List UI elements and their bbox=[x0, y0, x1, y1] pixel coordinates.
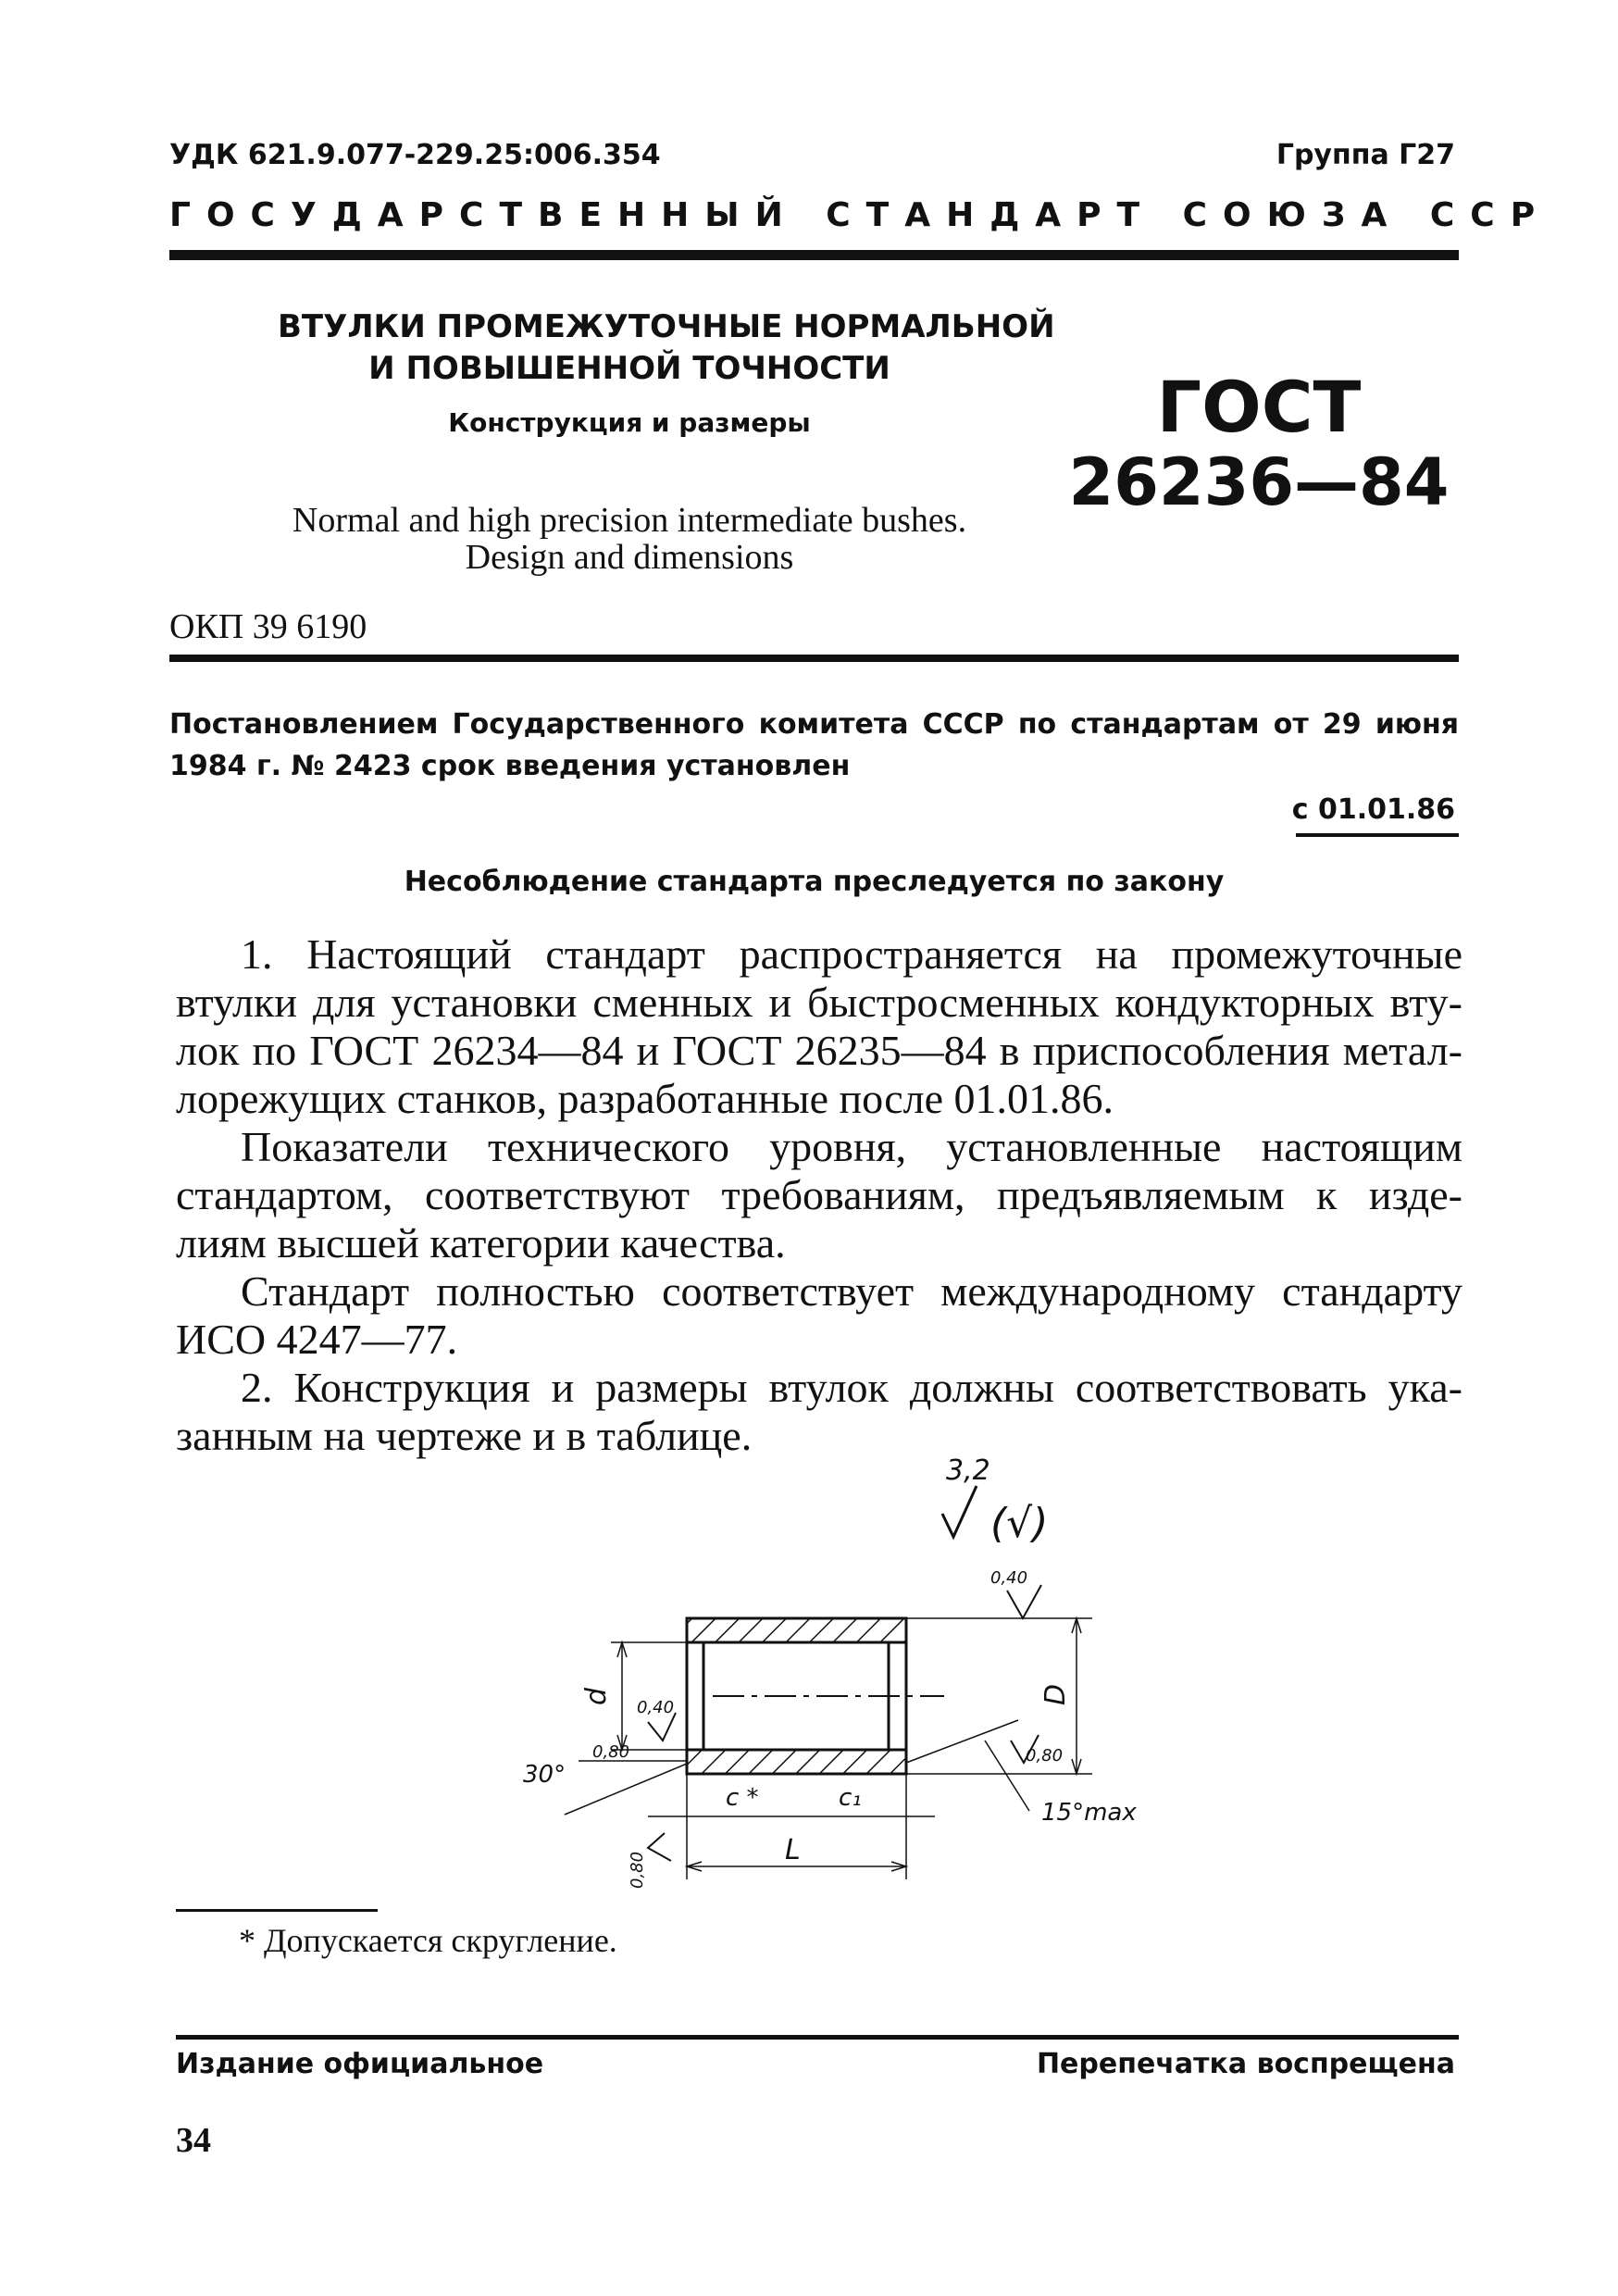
bush-wall-top bbox=[687, 1618, 906, 1642]
angle-30-label: 30° bbox=[523, 1761, 566, 1789]
warning-text: Несоблюдение стандарта преследуется по закону bbox=[404, 866, 1225, 898]
group-code: Группа Г27 bbox=[1276, 139, 1455, 171]
title-en-line1: Normal and high precision intermediate bushes. bbox=[292, 501, 967, 540]
angle-15-leader-a bbox=[906, 1720, 1018, 1763]
footnote-rule bbox=[176, 1909, 378, 1912]
angle-15-label: 15°max bbox=[1041, 1799, 1137, 1827]
footer-edition: Издание официальное bbox=[176, 2048, 544, 2080]
roughness-general-symbol bbox=[942, 1486, 977, 1537]
page-number: 34 bbox=[176, 2121, 211, 2160]
roughness-top-symbol bbox=[1007, 1585, 1041, 1618]
p1-line: втулки для установки сменных и быстросменных кондукторных вту- bbox=[176, 979, 1462, 1026]
roughness-right-label: 0,80 bbox=[1026, 1746, 1064, 1766]
p1-line: лок по ГОСТ 26234—84 и ГОСТ 26235—84 в приспособления метал- bbox=[176, 1027, 1462, 1074]
roughness-chamfer-label: 0,80 bbox=[592, 1742, 630, 1762]
decree-date: с 01.01.86 bbox=[1291, 793, 1455, 826]
title-ru-line1: ВТУЛКИ ПРОМЕЖУТОЧНЫЕ НОРМАЛЬНОЙ bbox=[278, 308, 1055, 345]
p1-line: лорежущих станков, разработанные после 01.01.86. bbox=[176, 1075, 1114, 1122]
p2-line: лиям высшей категории качества. bbox=[176, 1219, 786, 1267]
p2-line: стандартом, соответствуют требованиям, предъявляемым к изде- bbox=[176, 1171, 1462, 1218]
title-en-line2: Design and dimensions bbox=[465, 538, 794, 577]
okp-code: ОКП 39 6190 bbox=[169, 607, 367, 646]
footer-reprint: Перепечатка воспрещена bbox=[1036, 2048, 1455, 2080]
p3-line: ИСО 4247—77. bbox=[176, 1316, 458, 1363]
title-ru-line2: И ПОВЫШЕННОЙ ТОЧНОСТИ bbox=[368, 350, 890, 387]
p4-line: занным на чертеже и в таблице. bbox=[176, 1412, 753, 1459]
dim-d-label: d bbox=[580, 1687, 613, 1705]
dim-c-label: c * bbox=[726, 1784, 759, 1812]
roughness-bracket-label: (√) bbox=[990, 1500, 1049, 1547]
roughness-bottom-label: 0,80 bbox=[628, 1851, 647, 1889]
dim-D-label: D bbox=[1039, 1683, 1072, 1705]
gost-number: 26236—84 bbox=[1068, 444, 1450, 520]
p2-line: Показатели технического уровня, установленные настоящим bbox=[241, 1123, 1462, 1170]
roughness-top-label: 0,40 bbox=[990, 1568, 1028, 1588]
roughness-left-label: 0,40 bbox=[637, 1698, 675, 1717]
dim-c1-label: c₁ bbox=[839, 1784, 862, 1812]
p4-line: 2. Конструкция и размеры втулок должны соответствовать ука- bbox=[241, 1364, 1462, 1411]
dim-L-label: L bbox=[785, 1834, 801, 1866]
org-title: ГОСУДАРСТВЕННЫЙ СТАНДАРТ СОЮЗА ССР bbox=[169, 196, 1551, 234]
footer-rule bbox=[176, 2035, 1459, 2040]
roughness-bottom-symbol bbox=[648, 1833, 671, 1861]
title-subtitle: Конструкция и размеры bbox=[448, 407, 811, 438]
bush-wall-bottom bbox=[687, 1750, 906, 1774]
roughness-general-label: 3,2 bbox=[946, 1454, 990, 1487]
gost-label: ГОСТ bbox=[1156, 366, 1362, 448]
decree-line2: 1984 г. № 2423 срок введения установлен bbox=[169, 750, 851, 782]
udk-code: УДК 621.9.077-229.25:006.354 bbox=[169, 139, 661, 171]
decree-line1: Постановлением Государственного комитета СССР по стандартам от 29 июня bbox=[169, 708, 1459, 741]
p1-line: 1. Настоящий стандарт распространяется на промежуточные bbox=[241, 930, 1462, 978]
footnote-text: * Допускается скругление. bbox=[239, 1922, 617, 1959]
angle-15-leader-b bbox=[985, 1741, 1029, 1811]
chamfer-30-leader bbox=[565, 1764, 687, 1815]
p3-line: Стандарт полностью соответствует международному стандарту bbox=[241, 1267, 1462, 1315]
